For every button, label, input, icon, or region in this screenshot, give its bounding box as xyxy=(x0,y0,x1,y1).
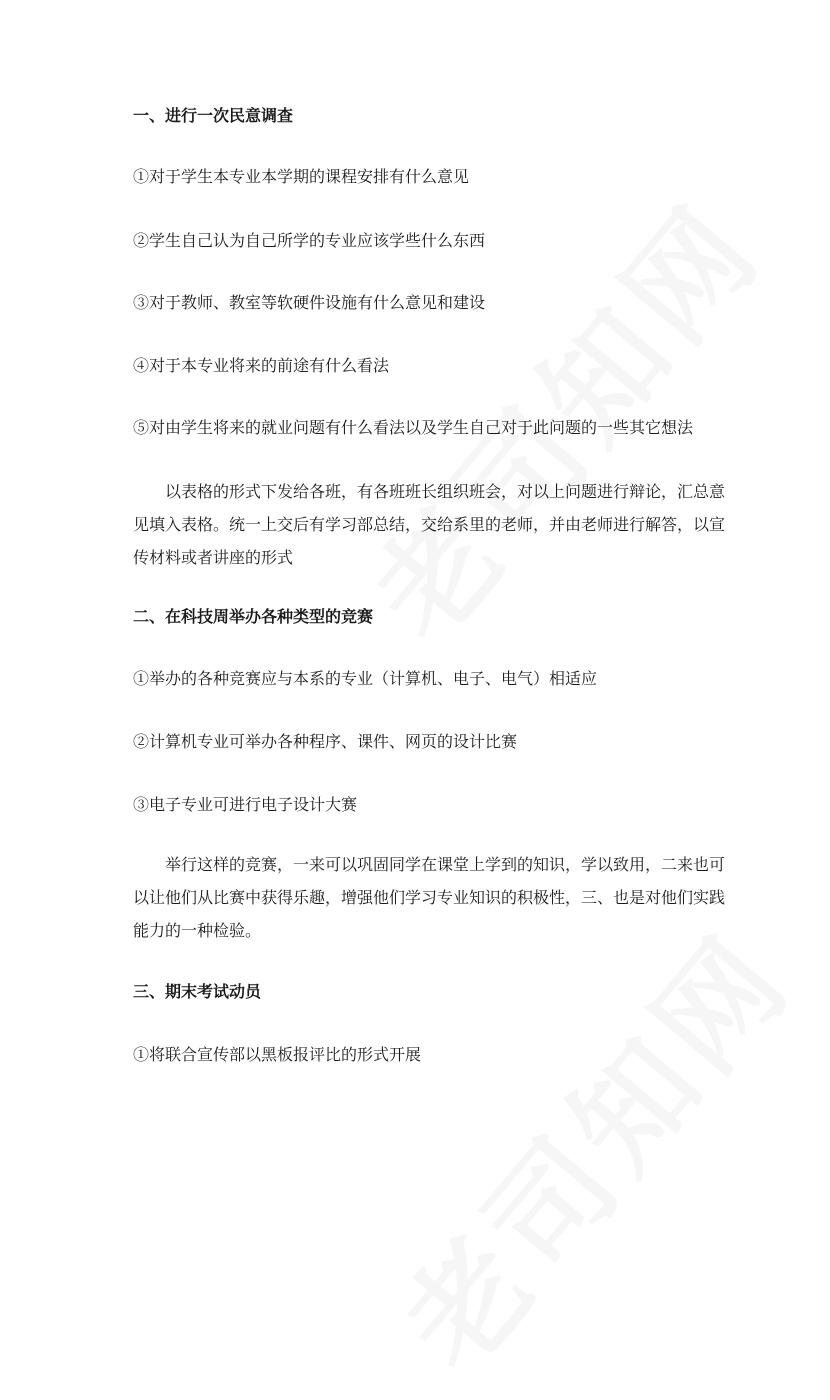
section-2-paragraph: 举行这样的竞赛，一来可以巩固同学在课堂上学到的知识，学以致用，二来也可以让他们从比赛中获得乐趣，增强他们学习专业知识的积极性，三、也是对他们实践能力的一种检验。 xyxy=(133,855,726,940)
section-1-item-5: ⑤对由学生将来的就业问题有什么看法以及学生自己对于此问题的一些其它想法 xyxy=(133,418,694,437)
section-1-item-3: ③对于教师、教室等软硬件设施有什么意见和建设 xyxy=(133,293,486,312)
section-2-item-2: ②计算机专业可举办各种程序、课件、网页的设计比赛 xyxy=(133,732,518,751)
section-1-heading: 一、进行一次民意调查 xyxy=(133,106,294,125)
section-1-item-4: ④对于本专业将来的前途有什么看法 xyxy=(133,356,390,375)
section-2-item-1: ①举办的各种竞赛应与本系的专业（计算机、电子、电气）相适应 xyxy=(133,669,598,688)
section-3-item-1: ①将联合宣传部以黑板报评比的形式开展 xyxy=(133,1045,422,1064)
section-2-item-3: ③电子专业可进行电子设计大赛 xyxy=(133,795,358,814)
section-1-item-2: ②学生自己认为自己所学的专业应该学些什么东西 xyxy=(133,231,486,250)
watermark xyxy=(357,892,823,1400)
section-1-item-1: ①对于学生本专业本学期的课程安排有什么意见 xyxy=(133,167,470,186)
section-3-heading: 三、期末考试动员 xyxy=(133,982,262,1001)
section-1-paragraph: 以表格的形式下发给各班，有各班班长组织班会，对以上问题进行辩论，汇总意见填入表格。统一上交后有学习部总结，交给系里的老师，并由老师进行解答，以宣传材料或者讲座的形式 xyxy=(133,482,726,567)
section-2-heading: 二、在科技周举办各种类型的竞赛 xyxy=(133,607,374,626)
